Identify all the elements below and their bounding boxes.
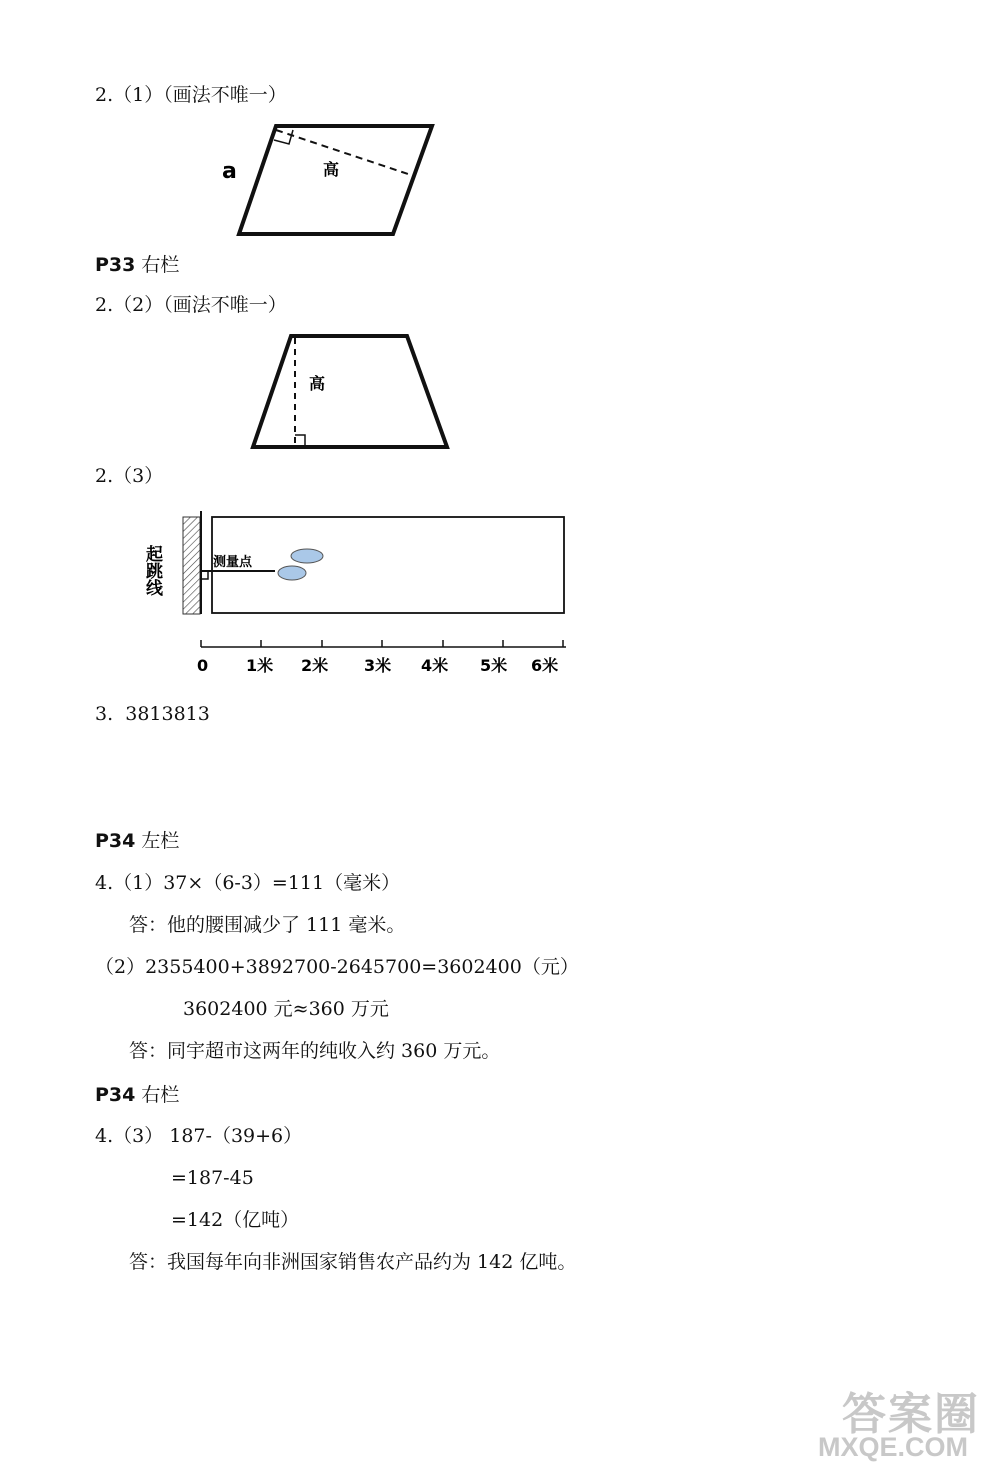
- q2-1-label: 2.（1）（画法不唯一）: [95, 84, 287, 106]
- sandpit: [212, 517, 564, 613]
- q4-3-answer: 答：我国每年向非洲国家销售农产品约为 142 亿吨。: [129, 1251, 577, 1273]
- section-header-p34-left: [95, 832, 179, 851]
- section-header-p33-right: [95, 256, 179, 275]
- q4-1-answer: 答：他的腰围减少了 111 毫米。: [129, 914, 406, 936]
- q4-2-equation: （2）2355400+3892700-2645700=3602400（元）: [95, 956, 579, 978]
- column-label: 右栏: [141, 254, 180, 276]
- footprint-lower: [278, 566, 306, 580]
- ruler-label: 3米: [364, 656, 392, 675]
- q2-3-label: 2.（3）: [95, 465, 164, 487]
- measure-right-angle-mark: [201, 571, 208, 579]
- trapezoid-height-label: 高: [309, 374, 326, 393]
- q3-line: [95, 705, 210, 724]
- q2-2-label: 2.（2）（画法不唯一）: [95, 294, 287, 316]
- side-label-a: a: [222, 159, 237, 184]
- page-number: P34: [95, 1084, 136, 1106]
- section-header-p34-right: [95, 1086, 179, 1105]
- q3-answer: 3813813: [125, 703, 210, 725]
- column-label: 右栏: [141, 1084, 180, 1106]
- ruler-ticks: [201, 640, 563, 647]
- parallelogram-height-label: 高: [323, 160, 340, 179]
- q4-1-equation: 4.（1）37×（6-3）=111（毫米）: [95, 872, 401, 894]
- ruler-label: 6米: [531, 656, 559, 675]
- parallelogram-shape: [239, 126, 432, 234]
- q4-3-line1: 4.（3） 187-（39+6）: [95, 1125, 303, 1147]
- right-angle-mark: [274, 130, 293, 144]
- measure-point-label: 测量点: [213, 555, 253, 570]
- ruler-label: 1米: [246, 656, 274, 675]
- start-line-label: 起跳线: [142, 545, 162, 596]
- parallelogram-height-line: [276, 130, 414, 176]
- watermark-url: MXQE.COM: [818, 1432, 969, 1462]
- start-line-hatch: [183, 517, 200, 614]
- q3-label: 3.: [95, 703, 114, 725]
- ruler-label: 2米: [301, 656, 329, 675]
- q4-3-line2: =187-45: [171, 1167, 254, 1189]
- q4-3-line3: =142（亿吨）: [171, 1209, 300, 1231]
- column-label: 左栏: [141, 830, 180, 852]
- ruler-label: 4米: [421, 656, 449, 675]
- page-number: P34: [95, 830, 136, 852]
- q4-2-answer: 答：同宇超市这两年的纯收入约 360 万元。: [129, 1040, 501, 1062]
- watermark-logo: 答案圈: [842, 1390, 980, 1439]
- ruler-label: 5米: [480, 656, 508, 675]
- page-number: P33: [95, 254, 136, 276]
- trapezoid-shape: [253, 336, 447, 447]
- footprint-upper: [291, 549, 323, 563]
- q4-2-approx: 3602400 元≈360 万元: [183, 998, 389, 1020]
- ruler-label: 0: [197, 656, 209, 675]
- trapezoid-right-angle-mark: [295, 435, 305, 445]
